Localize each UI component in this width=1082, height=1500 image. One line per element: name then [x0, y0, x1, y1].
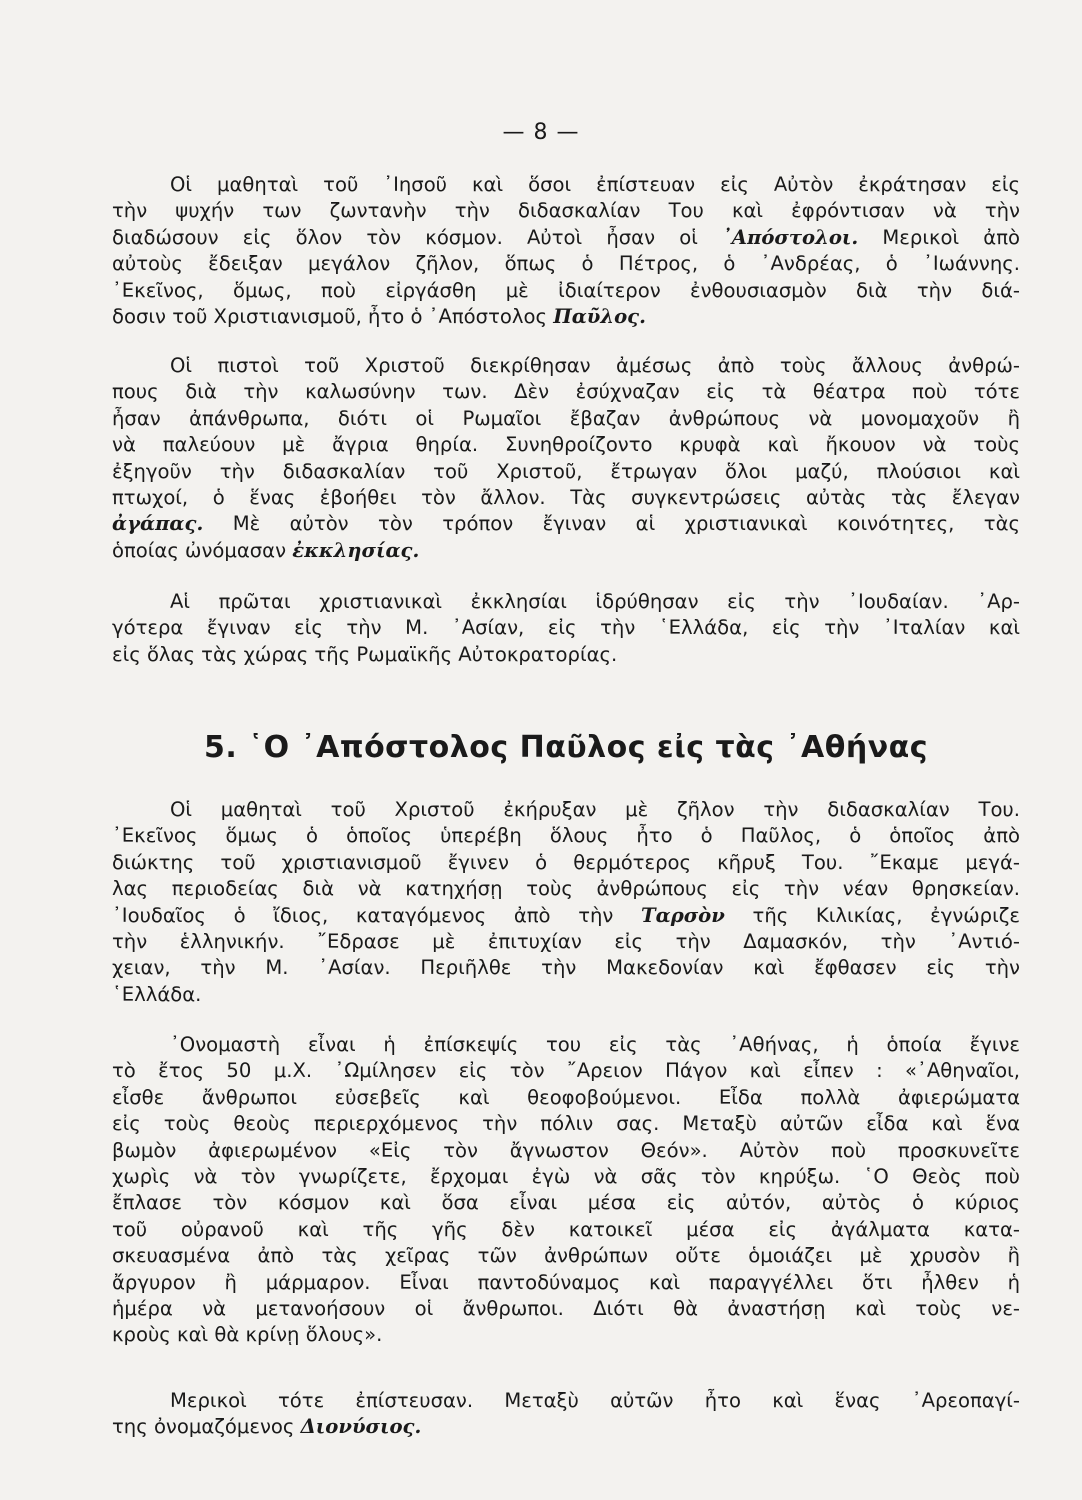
text-line: πους διὰ τὴν καλωσύνην των. Δὲν ἐσύχναζαν εἰς τὰ θέατρα ποὺ τότε: [112, 380, 1020, 404]
text-line: ἦσαν ἀπάνθρωπα, διότι οἱ Ρωμαῖοι ἔβαζαν ἀνθρώπους νὰ μονομαχοῦν ἢ: [112, 406, 1020, 430]
text-run: ὁποίας ὠνόμασαν: [112, 538, 293, 562]
emphasis-agapas: ἀγάπας.: [112, 512, 204, 536]
text-line: Οἱ μαθηταὶ τοῦ ᾿Ιησοῦ καὶ ὅσοι ἐπίστευαν εἰς Αὐτὸν ἐκράτησαν εἰς: [170, 173, 1020, 196]
emphasis-ekklisias: ἐκκλησίας.: [292, 538, 420, 562]
text-line: νὰ παλεύουν μὲ ἄγρια θηρία. Συνηθροίζοντο κρυφὰ καὶ ἤκουον νὰ τοὺς: [112, 433, 1020, 457]
page-number: — 8 —: [502, 120, 580, 145]
paragraph-faithful: [112, 353, 1020, 564]
text-line: εἶσθε ἄνθρωποι εὐσεβεῖς καὶ θεοφοβούμενοι. Εἶδα πολλὰ ἀφιερώματα: [112, 1085, 1020, 1109]
emphasis-dionysios: Διονύσιος.: [300, 1415, 422, 1439]
text-line: ᾿Εκεῖνος, ὅμως, ποὺ εἰργάσθη μὲ ἰδιαίτερον ἐνθουσιασμὸν διὰ τὴν διά-: [112, 278, 1020, 302]
text-run: τῆς Κιλικίας, ἐγνώριζε: [724, 903, 1020, 927]
text-line: διώκτης τοῦ χριστιανισμοῦ ἔγινεν ὁ θερμότερος κῆρυξ Του. ῎Εκαμε μεγά-: [112, 850, 1020, 874]
emphasis-tarson: Ταρσὸν: [641, 903, 725, 927]
paragraph-athens-speech: [112, 1032, 1020, 1349]
text-line: ᾿Εκεῖνος ὅμως ὁ ὁποῖος ὑπερέβη ὅλους ἦτο ὁ Παῦλος, ὁ ὁποῖος ἀπὸ: [112, 824, 1020, 848]
text-line: λας περιοδείας διὰ νὰ κατηχήσῃ τοὺς ἀνθρώπους εἰς τὴν νέαν θρησκείαν.: [112, 877, 1020, 901]
text-line: τὸ ἔτος 50 μ.Χ. ᾿Ωμίλησεν εἰς τὸν ῎Αρειον Πάγον καὶ εἶπεν : «᾿Αθηναῖοι,: [112, 1059, 1020, 1083]
paragraph-dionysios: [112, 1388, 1020, 1441]
text-line: ἄργυρον ἢ μάρμαρον. Εἶναι παντοδύναμος καὶ παραγγέλλει ὅτι ἦλθεν ἡ: [112, 1270, 1020, 1294]
text-line: σκευασμένα ἀπὸ τὰς χεῖρας τῶν ἀνθρώπων οὔτε ὁμοιάζει μὲ χρυσὸν ἢ: [112, 1244, 1020, 1268]
paragraph-churches: [112, 589, 1020, 668]
text-run: της ὀνομαζόμενος: [112, 1415, 301, 1439]
text-line: Οἱ πιστοὶ τοῦ Χριστοῦ διεκρίθησαν ἀμέσως ἀπὸ τοὺς ἄλλους ἀνθρώ-: [170, 354, 1020, 377]
text-line: ἐξηγοῦν τὴν διδασκαλίαν τοῦ Χριστοῦ, ἔτρωγαν ὅλοι μαζύ, πλούσιοι καὶ: [112, 459, 1020, 483]
text-line: εἰς τοὺς θεοὺς περιερχόμενος τὴν πόλιν σας. Μεταξὺ αὐτῶν εἶδα καὶ ἕνα: [112, 1112, 1020, 1136]
text-run: διαδώσουν εἰς ὅλον τὸν κόσμον. Αὐτοὶ ἦσαν οἱ: [112, 225, 722, 249]
text-line: πτωχοί, ὁ ἕνας ἐβοήθει τὸν ἄλλον. Τὰς συγκεντρώσεις αὐτὰς τὰς ἔλεγαν: [112, 485, 1020, 509]
text-line: τὴν ἑλληνικήν. ῎Εδρασε μὲ ἐπιτυχίαν εἰς τὴν Δαμασκόν, τὴν ᾿Αντιό-: [112, 929, 1020, 953]
emphasis-paulos: Παῦλος.: [553, 304, 646, 328]
text-line: [112, 225, 1020, 251]
text-line: αὐτοὺς ἔδειξαν μεγάλον ζῆλον, ὅπως ὁ Πέτρος, ὁ ᾿Ανδρέας, ὁ ᾿Ιωάννης.: [112, 252, 1020, 276]
text-run: δοσιν τοῦ Χριστιανισμοῦ, ἦτο ὁ ᾿Απόστολος: [112, 304, 554, 328]
text-run: Μὲ αὐτὸν τὸν τρόπον ἔγιναν αἱ χριστιανικαὶ κοινότητες, τὰς: [203, 512, 1020, 536]
text-line: [112, 903, 1020, 929]
text-line: τὴν ψυχήν των ζωντανὴν τὴν διδασκαλίαν Του καὶ ἐφρόντισαν νὰ τὴν: [112, 199, 1020, 223]
text-line: [112, 511, 1020, 537]
text-line: χωρὶς νὰ τὸν γνωρίζετε, ἔρχομαι ἐγὼ νὰ σᾶς τὸν κηρύξω. ῾Ο Θεὸς ποὺ: [112, 1164, 1020, 1188]
paragraph-paul-preaching: [112, 797, 1020, 1008]
section-heading: 5. ῾Ο ᾿Απόστολος Παῦλος εἰς τὰς ᾿Αθήνας: [203, 730, 929, 765]
text-line: ᾿Ονομαστὴ εἶναι ἡ ἐπίσκεψίς του εἰς τὰς ᾿Αθήνας, ἡ ὁποία ἔγινε: [170, 1033, 1020, 1056]
text-line: [112, 1414, 1020, 1440]
text-line: ἔπλασε τὸν κόσμον καὶ ὅσα εἶναι μέσα εἰς αὐτόν, αὐτὸς ὁ κύριος: [112, 1191, 1020, 1215]
text-line: Οἱ μαθηταὶ τοῦ Χριστοῦ ἐκήρυξαν μὲ ζῆλον τὴν διδασκαλίαν Του.: [170, 798, 1020, 821]
text-line: εἰς ὅλας τὰς χώρας τῆς Ρωμαϊκῆς Αὐτοκρατορίας.: [112, 642, 618, 666]
text-line: Αἱ πρῶται χριστιανικαὶ ἐκκλησίαι ἱδρύθησαν εἰς τὴν ᾿Ιουδαίαν. ᾿Αρ-: [170, 590, 1020, 613]
emphasis-apostoloi: ᾿Απόστολοι.: [722, 225, 859, 249]
text-line: τοῦ οὐρανοῦ καὶ τῆς γῆς δὲν κατοικεῖ μέσα εἰς ἀγάλματα κατα-: [112, 1217, 1020, 1241]
paragraph-apostles: [112, 172, 1020, 330]
text-run: ᾿Ιουδαῖος ὁ ἴδιος, καταγόμενος ἀπὸ τὴν: [112, 903, 642, 927]
text-line: [112, 538, 1020, 564]
text-line: [112, 304, 1020, 330]
text-line: γότερα ἔγιναν εἰς τὴν Μ. ᾿Ασίαν, εἰς τὴν ῾Ελλάδα, εἰς τὴν ᾿Ιταλίαν καὶ: [112, 616, 1020, 640]
text-run: Μερικοὶ ἀπὸ: [858, 225, 1020, 249]
text-line: Μερικοὶ τότε ἐπίστευσαν. Μεταξὺ αὐτῶν ἦτο καὶ ἕνας ᾿Αρεοπαγί-: [170, 1389, 1020, 1412]
text-line: βωμὸν ἀφιερωμένον «Εἰς τὸν ἄγνωστον Θεόν». Αὐτὸν ποὺ προσκυνεῖτε: [112, 1138, 1020, 1162]
text-line: ἡμέρα νὰ μετανοήσουν οἱ ἄνθρωποι. Διότι θὰ ἀναστήσῃ καὶ τοὺς νε-: [112, 1296, 1020, 1320]
text-line: ῾Ελλάδα.: [112, 982, 202, 1006]
text-line: κροὺς καὶ θὰ κρίνῃ ὅλους».: [112, 1323, 383, 1347]
text-line: χειαν, τὴν Μ. ᾿Ασίαν. Περιῆλθε τὴν Μακεδονίαν καὶ ἔφθασεν εἰς τὴν: [112, 956, 1020, 980]
